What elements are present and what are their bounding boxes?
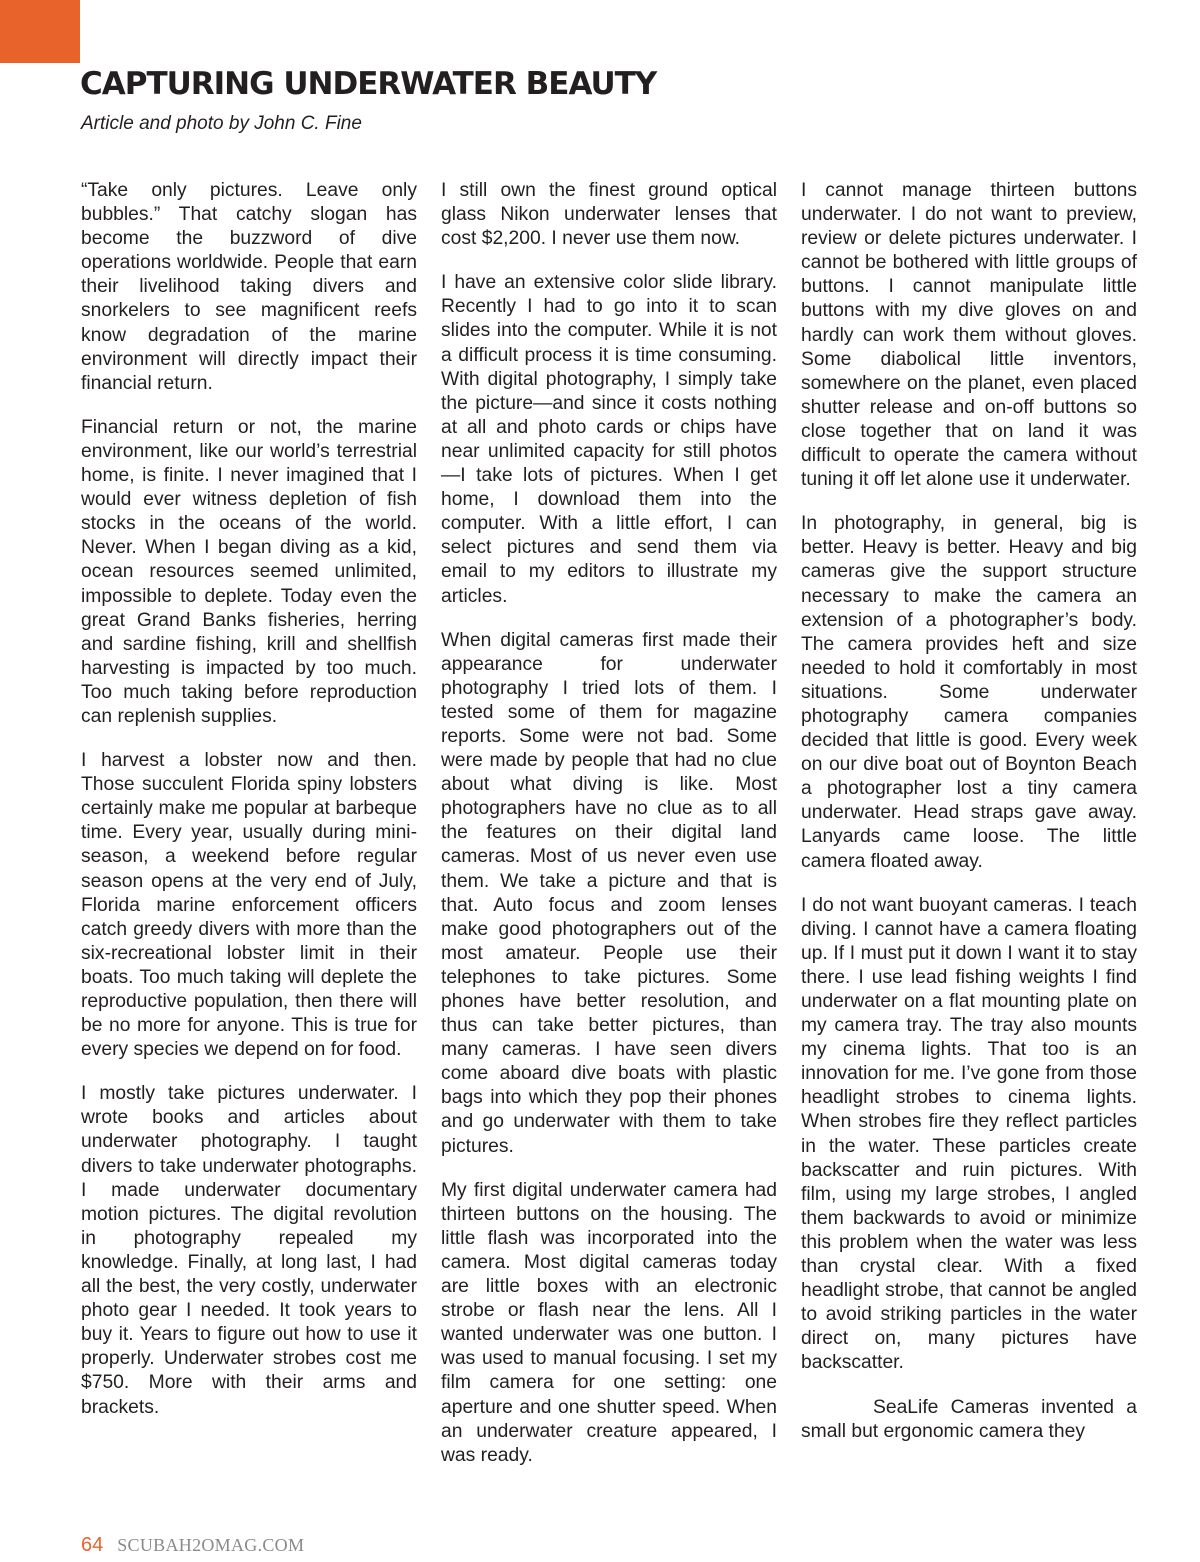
paragraph: I mostly take pictures underwater. I wrote books and articles about underwater photography. I taught divers to take underwater photographs. I made underwater documentary motion pictures. The digital revolution in photography repealed my knowledge. Finally, at long last, I had all the best, the very costly, underwater photo gear I needed. It took years to buy it. Years to figure out how to use it properly. Underwater strobes cost me $750. More with their arms and brackets.: [81, 1083, 417, 1418]
byline: Article and photo by John C. Fine: [81, 113, 362, 134]
paragraph: I cannot manage thirteen buttons underwater. I do not want to preview, review or delete pictures underwater. I cannot be bothered with little groups of buttons. I cannot manipulate little buttons with my dive gloves on and hardly can work them without gloves. Some diabolical little inventors, somewhere on the planet, even placed shutter release and on-off buttons so close together that on land it was difficult to operate the camera without tuning it off let alone use it underwater.: [801, 180, 1137, 491]
paragraph: When digital cameras first made their appearance for underwater photography I tried lots of them. I tested some of them for magazine reports. Some were not bad. Some were made by people that had no clue about what diving is like. Most photographers have no clue as to all the features on their digital land cameras. Most of us never even use them. We take a picture and that is that. Auto focus and zoom lenses make good photographers out of the most amateur. People use their telephones to take pictures. Some phones have better resolution, and thus can take better pictures, than many cameras. I have seen divers come aboard dive boats with plastic bags into which they pop their phones and go underwater with them to take pictures.: [441, 629, 777, 1157]
paragraph: I have an extensive color slide library. Recently I had to go into it to scan slides into the computer. While it is not a difficult process it is time consuming. With digital photography, I simply take the picture—and since it costs nothing at all and photo cards or chips have near unlimited capacity for still photos—I take lots of pictures. When I get home, I download them into the computer. With a little effort, I can select pictures and send them via email to my editors to illustrate my articles.: [441, 272, 777, 607]
article-column-2: [441, 179, 777, 1488]
page-number: 64: [81, 1534, 104, 1556]
paragraph: I harvest a lobster now and then. Those succulent Florida spiny lobsters certainly make me popular at barbeque time. Every year, usually during mini-season, a weekend before regular season opens at the very end of July, Florida marine enforcement officers catch greedy divers with more than the six-recreational lobster limit in their boats. Too much taking will deplete the reproductive population, then there will be no more for anyone. This is true for every species we depend on for food.: [81, 750, 417, 1061]
paragraph: Financial return or not, the marine environment, like our world’s terrestrial home, is finite. I never imagined that I would ever witness depletion of fish stocks in the oceans of the world. Never. When I began diving as a kid, ocean resources seemed unlimited, impossible to deplete. Today even the great Grand Banks fisheries, herring and sardine fishing, krill and shellfish harvesting is impacted by too much. Too much taking before reproduction can replenish supplies.: [81, 416, 417, 727]
paragraph: SeaLife Cameras invented a small but ergonomic camera they: [801, 1396, 1137, 1442]
corner-accent-block: [0, 0, 80, 63]
paragraph: I still own the finest ground optical glass Nikon underwater lenses that cost $2,200. I never use them now.: [441, 180, 777, 250]
paragraph: “Take only pictures. Leave only bubbles.” That catchy slogan has become the buzzword of dive operations worldwide. People that earn their livelihood taking divers and snorkelers to see magnificent reefs know degradation of the marine environment will directly impact their financial return.: [81, 180, 417, 394]
article-title: CAPTURING UNDERWATER BEAUTY: [80, 66, 657, 102]
article-column-1: [81, 179, 417, 1440]
magazine-website: SCUBAH2OMAG.COM: [117, 1535, 305, 1555]
paragraph: I do not want buoyant cameras. I teach diving. I cannot have a camera floating up. If I must put it down I want it to stay there. I use lead fishing weights I find underwater on a flat mounting plate on my camera tray. The tray also mounts my cinema lights. That too is an innovation for me. I’ve gone from those headlight strobes to cinema lights. When strobes fire they reflect particles in the water. These particles create backscatter and ruin pictures. With film, using my large strobes, I angled them backwards to avoid or minimize this problem when the water was less than crystal clear. With a fixed headlight strobe, that cannot be angled to avoid striking particles in the water direct on, many pictures have backscatter.: [801, 894, 1137, 1374]
paragraph: In photography, in general, big is better. Heavy is better. Heavy and big cameras give the support structure necessary to make the camera an extension of a photographer’s body. The camera provides heft and size needed to hold it comfortably in most situations. Some underwater photography camera companies decided that little is good. Every week on our dive boat out of Boynton Beach a photographer lost a tiny camera underwater. Head straps gave away. Lanyards came loose. The little camera floated away.: [801, 513, 1137, 872]
paragraph: My first digital underwater camera had thirteen buttons on the housing. The little flash was incorporated into the camera. Most digital cameras today are little boxes with an electronic strobe or flash near the lens. All I wanted underwater was one button. I was used to manual focusing. I set my film camera for one setting: one aperture and one shutter speed. When an underwater creature appeared, I was ready.: [441, 1179, 777, 1466]
article-column-3: [801, 179, 1137, 1464]
